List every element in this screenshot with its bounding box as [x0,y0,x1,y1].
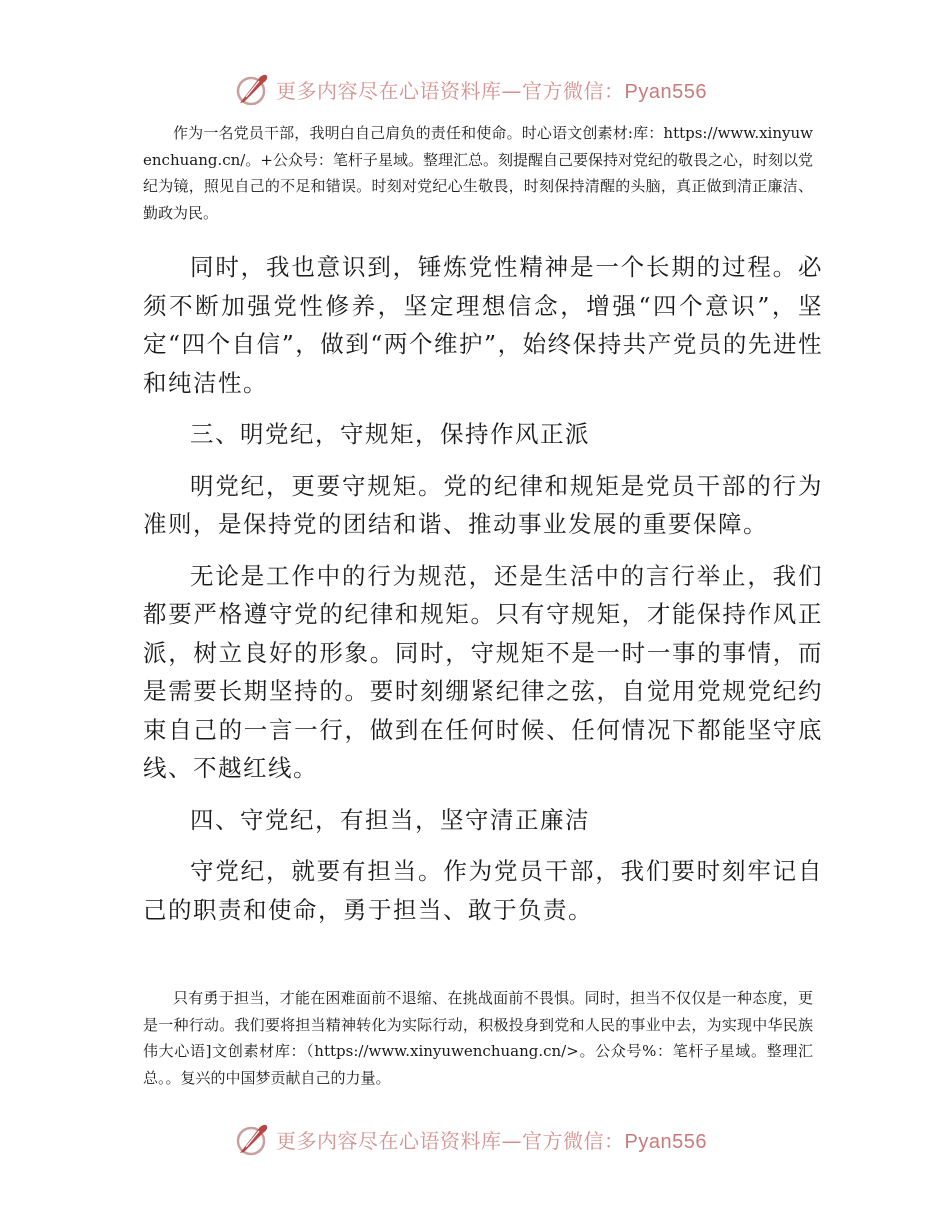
paragraph-intro: 作为一名党员干部，我明白自己肩负的责任和使命。时心语文创素材:库：https://www.xinyuwenchuang.cn/。+公众号：笔杆子星域。整理汇总。刻提醒自己要保持对党纪的敬畏之心，时刻以党纪为镜，照见自己的不足和错误。时刻对党纪心生敬畏，时刻保持清醒的头脑，真正做到清正廉洁、勤政为民。 [143,124,813,222]
watermark-text: 更多内容尽在心语资料库—官方微信：Pyan556 [276,78,707,103]
section-heading-4: 四、守党纪，有担当，坚守清正廉洁 [190,805,590,834]
watermark-text: 更多内容尽在心语资料库—官方微信：Pyan556 [276,1128,707,1153]
header-watermark [232,66,752,112]
footer-watermark [232,1116,752,1162]
document-body [143,248,823,929]
paragraph-party-spirit: 同时，我也意识到，锤炼党性精神是一个长期的过程。必须不断加强党性修养，坚定理想信念，增强“四个意识”，坚定“四个自信”，做到“两个维护”，始终保持共产党员的先进性和纯洁性。 [143,253,823,397]
paragraph-rules: 明党纪，更要守规矩。党的纪律和规矩是党员干部的行为准则，是保持党的团结和谐、推动事业发展的重要保障。 [143,471,823,538]
paragraph-conduct: 无论是工作中的行为规范，还是生活中的言行举止，我们都要严格遵守党的纪律和规矩。只有守规矩，才能保持作风正派，树立良好的形象。同时，守规矩不是一时一事的事情，而是需要长期坚持的。要时刻绷紧纪律之弦，自觉用党规党纪约束自己的一言一行，做到在任何时候、任何情况下都能坚守底线、不越红线。 [143,561,823,782]
paragraph-closing: 只有勇于担当，才能在困难面前不退缩、在挑战面前不畏惧。同时，担当不仅仅是一种态度，更是一种行动。我们要将担当精神转化为实际行动，积极投身到党和人民的事业中去，为实现中华民族伟大心语]文创素材库：（https://www.xinyuwenchuang.cn/>。公众号%：笔杆子星域。整理汇总。。复兴的中国梦贡献自己的力量。 [143,989,813,1087]
paragraph-responsibility: 守党纪，就要有担当。作为党员干部，我们要时刻牢记自己的职责和使命，勇于担当、敢于负责。 [143,857,823,924]
quill-pen-circle-logo-icon [232,1119,272,1159]
section-heading-3: 三、明党纪，守规矩，保持作风正派 [190,420,590,448]
quill-pen-circle-logo-icon [232,69,272,109]
